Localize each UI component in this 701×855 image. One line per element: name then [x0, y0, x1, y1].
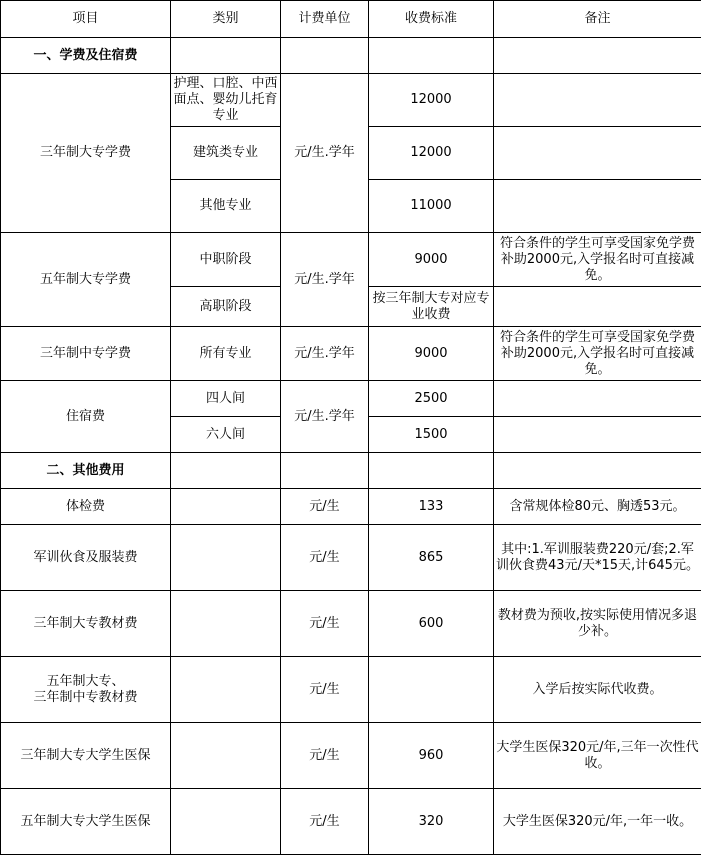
unit-cell: 元/生 — [281, 591, 369, 657]
fee-cell: 960 — [369, 723, 494, 789]
note-cell: 入学后按实际代收费。 — [494, 657, 701, 723]
table-row — [1, 525, 701, 591]
category-cell: 中职阶段 — [171, 233, 281, 287]
unit-cell: 元/生 — [281, 789, 369, 855]
unit-cell: 元/生 — [281, 723, 369, 789]
note-cell — [494, 180, 701, 233]
table-row — [1, 723, 701, 789]
item-cell: 五年制大专学费 — [1, 233, 171, 327]
unit-cell: 元/生.学年 — [281, 327, 369, 381]
note-cell: 大学生医保320元/年,三年一次性代收。 — [494, 723, 701, 789]
table-row — [1, 327, 701, 381]
note-cell: 其中:1.军训服装费220元/套;2.军训伙食费43元/天*15天,计645元。 — [494, 525, 701, 591]
table-row — [1, 233, 701, 287]
table-row — [1, 381, 701, 417]
unit-cell: 元/生.学年 — [281, 381, 369, 453]
header-fee: 收费标准 — [369, 1, 494, 38]
fee-cell: 9000 — [369, 327, 494, 381]
category-cell: 护理、口腔、中西面点、婴幼儿托育专业 — [171, 74, 281, 127]
unit-cell: 元/生 — [281, 657, 369, 723]
table-row — [1, 489, 701, 525]
category-cell: 所有专业 — [171, 327, 281, 381]
fee-cell: 12000 — [369, 74, 494, 127]
table-row — [1, 657, 701, 723]
table-row — [1, 74, 701, 127]
category-cell: 六人间 — [171, 417, 281, 453]
note-cell: 符合条件的学生可享受国家免学费补助2000元,入学报名时可直接减免。 — [494, 327, 701, 381]
header-category: 类别 — [171, 1, 281, 38]
item-cell: 军训伙食及服装费 — [1, 525, 171, 591]
item-line: 五年制大专、 — [3, 674, 168, 690]
note-cell: 含常规体检80元、胸透53元。 — [494, 489, 701, 525]
note-cell: 符合条件的学生可享受国家免学费补助2000元,入学报名时可直接减免。 — [494, 233, 701, 287]
header-note: 备注 — [494, 1, 701, 38]
unit-cell: 元/生.学年 — [281, 233, 369, 327]
section-row — [1, 453, 701, 489]
fee-cell: 2500 — [369, 381, 494, 417]
item-cell: 三年制大专大学生医保 — [1, 723, 171, 789]
item-cell — [1, 657, 171, 723]
header-unit: 计费单位 — [281, 1, 369, 38]
fee-cell: 600 — [369, 591, 494, 657]
section-title: 一、学费及住宿费 — [1, 38, 171, 74]
fee-cell — [369, 657, 494, 723]
item-line: 三年制中专教材费 — [3, 690, 168, 706]
section-title: 二、其他费用 — [1, 453, 171, 489]
item-cell: 三年制中专学费 — [1, 327, 171, 381]
fee-cell: 11000 — [369, 180, 494, 233]
note-cell — [494, 127, 701, 180]
category-cell: 四人间 — [171, 381, 281, 417]
note-cell: 教材费为预收,按实际使用情况多退少补。 — [494, 591, 701, 657]
section-row — [1, 38, 701, 74]
item-cell: 五年制大专大学生医保 — [1, 789, 171, 855]
unit-cell: 元/生.学年 — [281, 74, 369, 233]
fee-cell: 9000 — [369, 233, 494, 287]
fee-cell: 1500 — [369, 417, 494, 453]
header-row — [1, 1, 701, 38]
note-cell — [494, 287, 701, 327]
header-item: 项目 — [1, 1, 171, 38]
fee-cell: 320 — [369, 789, 494, 855]
category-cell: 建筑类专业 — [171, 127, 281, 180]
unit-cell: 元/生 — [281, 525, 369, 591]
note-cell — [494, 417, 701, 453]
note-cell — [494, 74, 701, 127]
item-cell: 三年制大专教材费 — [1, 591, 171, 657]
fee-cell: 按三年制大专对应专业收费 — [369, 287, 494, 327]
fee-cell: 12000 — [369, 127, 494, 180]
note-cell: 大学生医保320元/年,一年一收。 — [494, 789, 701, 855]
unit-cell: 元/生 — [281, 489, 369, 525]
category-cell: 高职阶段 — [171, 287, 281, 327]
category-cell: 其他专业 — [171, 180, 281, 233]
table-row — [1, 591, 701, 657]
note-cell — [494, 381, 701, 417]
item-cell: 体检费 — [1, 489, 171, 525]
item-cell: 三年制大专学费 — [1, 74, 171, 233]
item-cell: 住宿费 — [1, 381, 171, 453]
fee-cell: 865 — [369, 525, 494, 591]
table-row — [1, 789, 701, 855]
fee-cell: 133 — [369, 489, 494, 525]
